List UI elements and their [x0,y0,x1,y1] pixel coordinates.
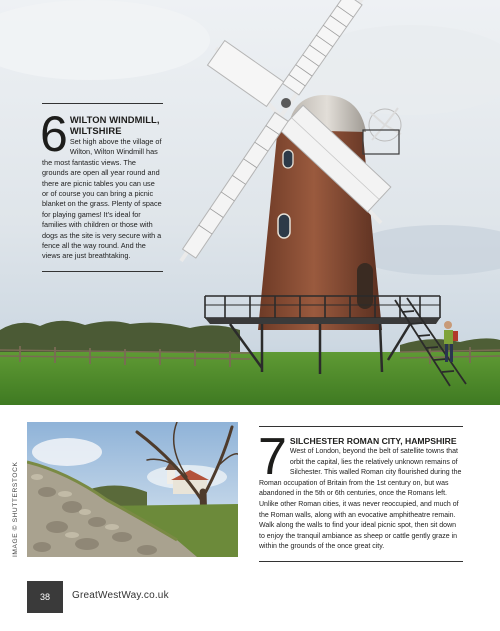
silchester-photo [27,422,238,557]
article-body: Set high above the village of Wilton, Wilton Windmill has the most fantastic views. The grounds are open all year round and there are picnic tables you can use or of course you can bring a picnic blanket on the grass. Plenty of space for playing games! It's ideal for families with children or those with dogs as the site is very secure with a fence all the way round. And the views are just breathtaking. [42,137,162,261]
article-number: 7 [258,428,287,486]
page-number: 38 [27,581,63,613]
article-body: West of London, beyond the belt of satellite towns that orbit the capital, lies the relatively unknown remains of Silchester. This walled Roman city flourished during the Roman occupation of Britain from the 1st century on, but was abandoned in the 5th or 6th centuries, once the Romans left. Unlike other Roman cities, it was never reoccupied, and much of the Roman walls, along with an evocative amphitheatre remain. Walk along the walls to find your ideal picnic spot, then sit down to enjoy the tranquil ambiance as sheep or cattle gently graze in within the grounds of the once great city. [259,448,462,551]
article-title: SILCHESTER ROMAN CITY, HAMPSHIRE [289,436,457,446]
image-credit [12,461,24,569]
article-6-panel [42,103,163,272]
image-credit-text: IMAGE © SHUTTERSTOCK [12,461,19,557]
panel-divider [42,271,163,272]
article-number: 6 [40,106,68,162]
panel-divider [259,561,463,562]
website-link[interactable]: GreatWestWay.co.uk [72,590,169,601]
silchester-illustration [27,422,238,557]
article-title: WILTON WINDMILL, WILTSHIRE [69,114,160,136]
article-7-panel [259,426,463,562]
